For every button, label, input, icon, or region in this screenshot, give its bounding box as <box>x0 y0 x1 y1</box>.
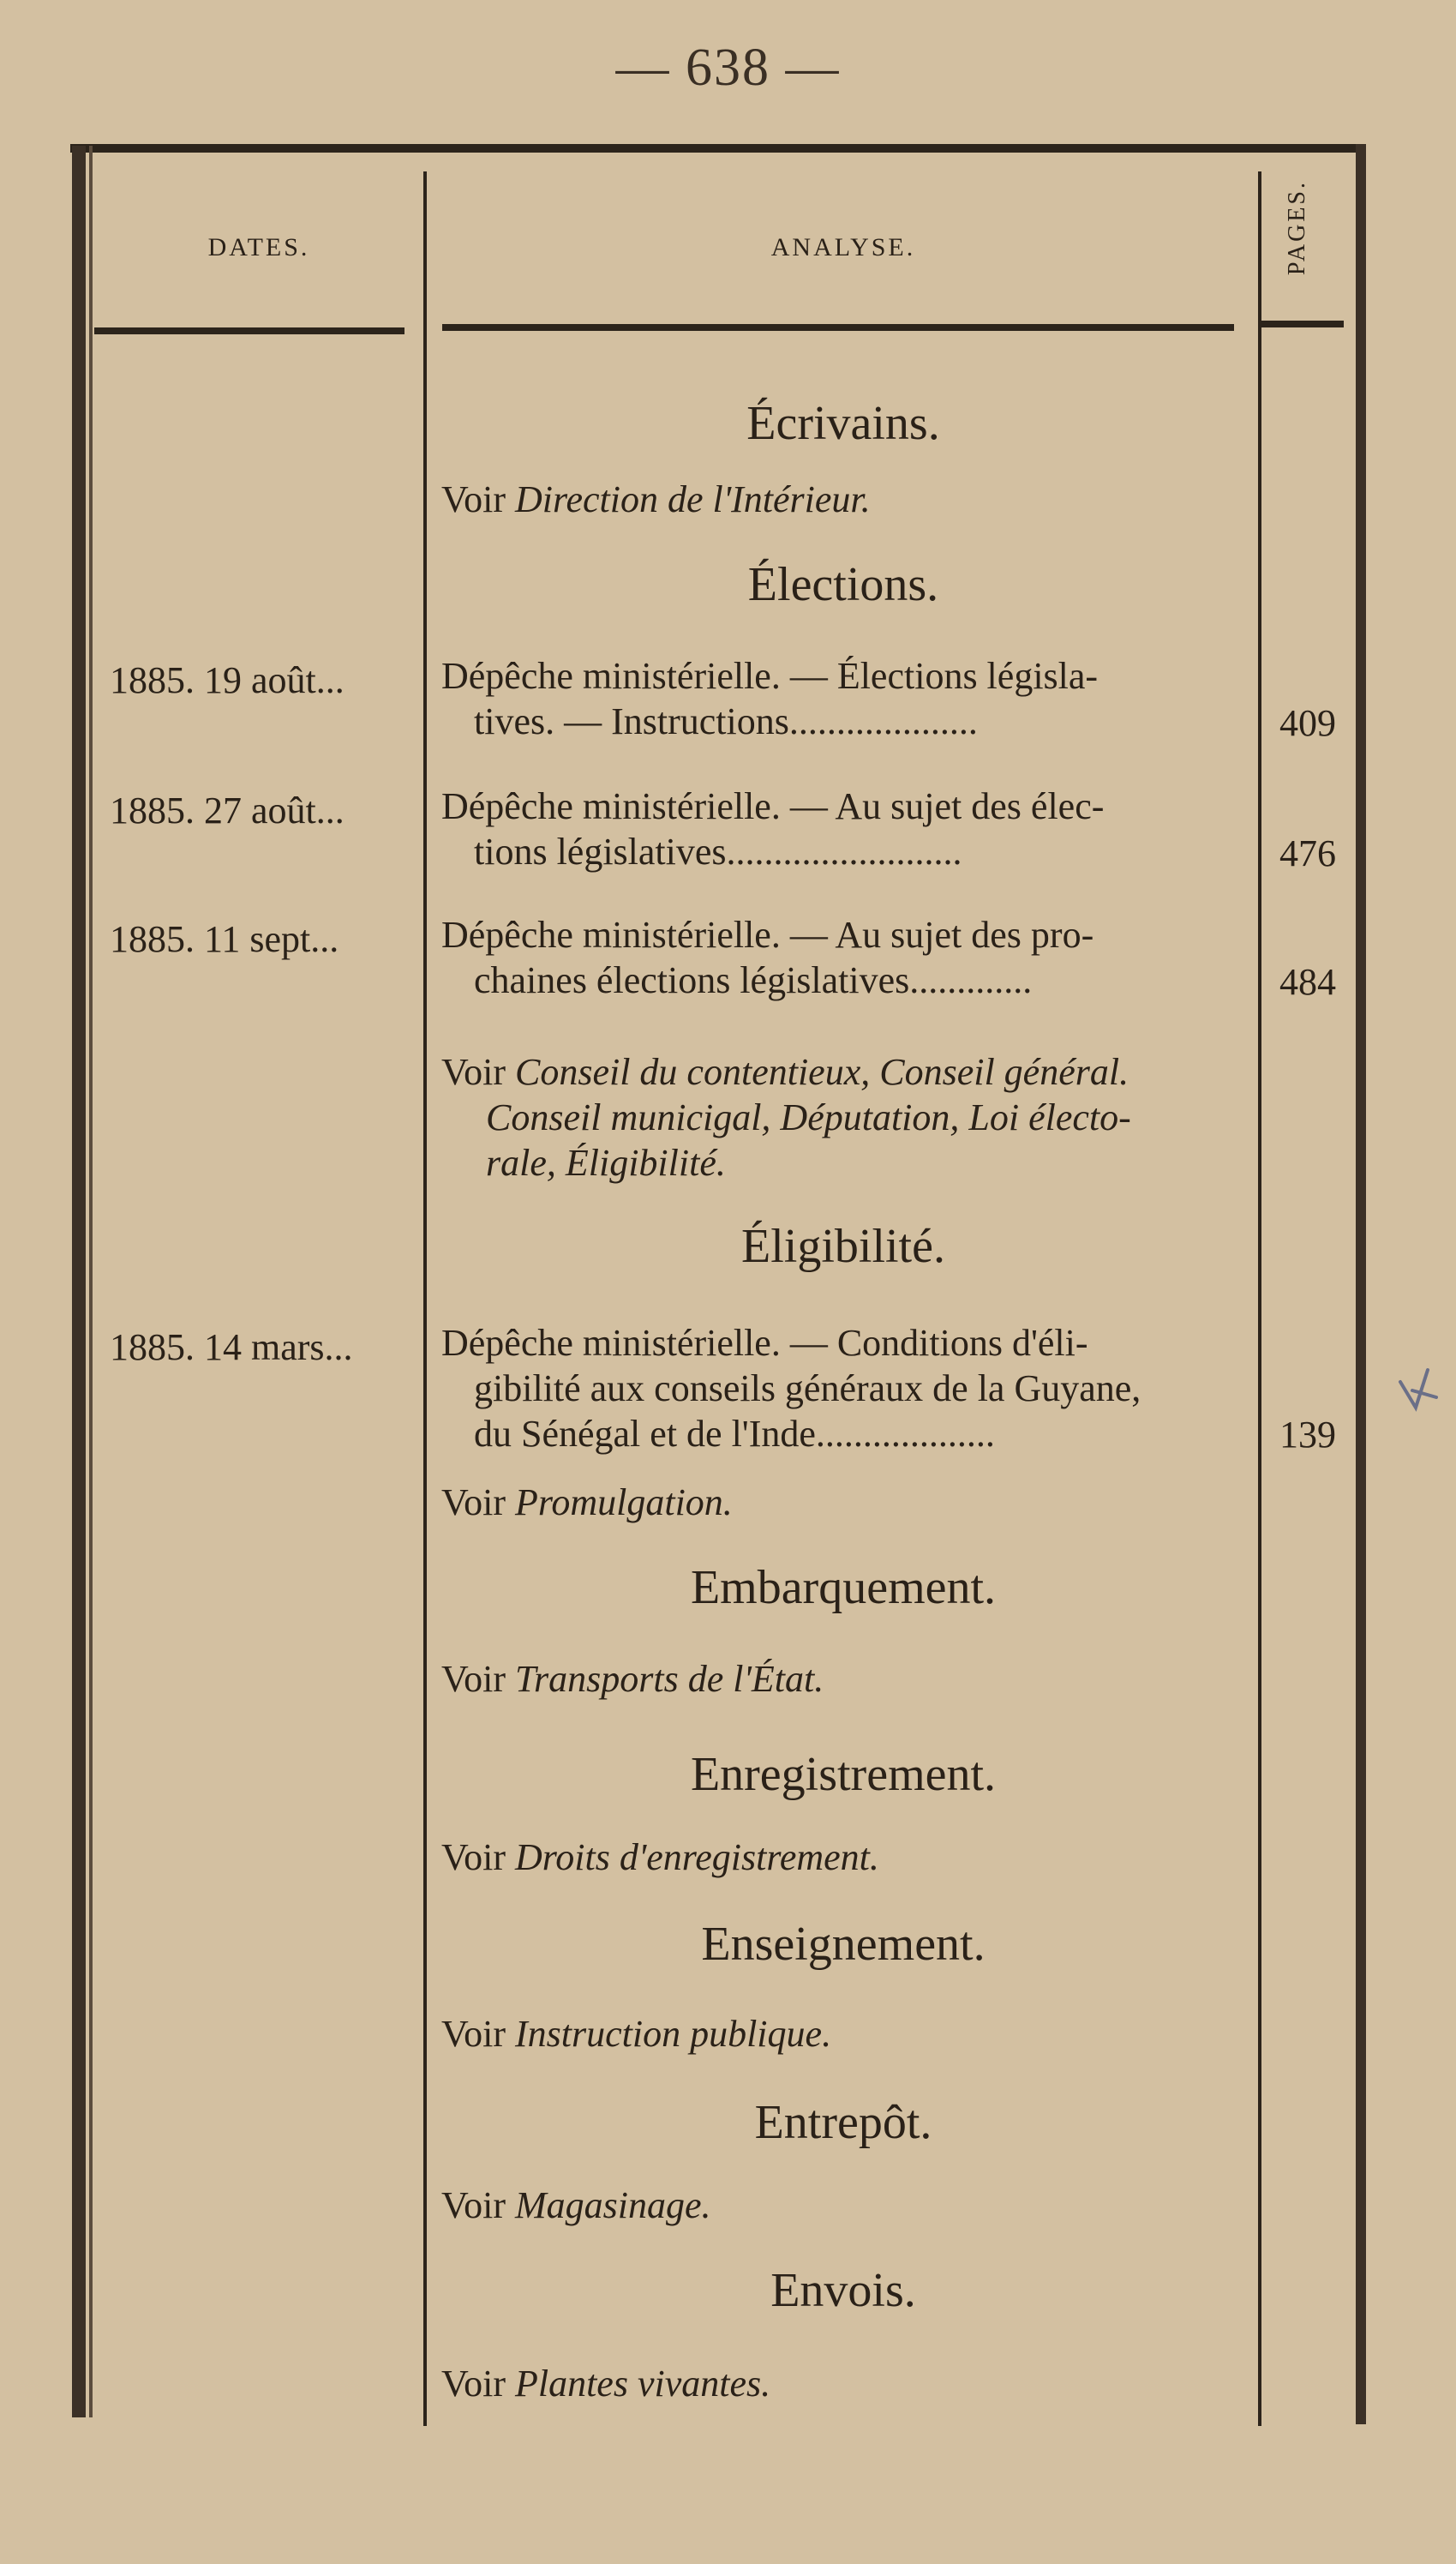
voir-enregistrement <box>441 1834 1247 1881</box>
entry-date: 1885. 19 août... <box>110 659 345 701</box>
voir-reference: Direction de l'Intérieur. <box>514 478 871 520</box>
voir-eligibilite <box>441 1480 1247 1526</box>
heading-embarquement: Embarquement. <box>690 1561 997 1614</box>
voir-prefix: Voir <box>441 478 506 520</box>
voir-prefix: Voir <box>441 1658 506 1700</box>
frame-left-rule <box>72 146 86 2417</box>
voir-reference: Promulgation. <box>514 1481 733 1523</box>
entry-page: 484 <box>1279 961 1336 1003</box>
voir-prefix: Voir <box>441 1051 506 1093</box>
frame-left-inner-rule <box>89 146 93 2417</box>
column-header-pages: PAGES. <box>1284 180 1310 276</box>
voir-prefix: Voir <box>441 2184 506 2226</box>
entry-line: chaines élections législatives............. <box>474 959 1033 1001</box>
entry-line: gibilité aux conseils généraux de la Guyane, <box>474 1367 1141 1409</box>
voir-ecrivains <box>441 477 1247 523</box>
voir-enseignement <box>441 2011 1247 2057</box>
frame-top-rule <box>70 144 1366 153</box>
entry-date: 1885. 11 sept... <box>110 918 339 960</box>
entry-text <box>441 784 1255 874</box>
heading-entrepot: Entrepôt. <box>754 2096 932 2149</box>
entry-text <box>441 912 1255 1003</box>
voir-reference: Instruction publique. <box>514 2013 832 2055</box>
voir-elections <box>441 1049 1255 1186</box>
entry-page: 476 <box>1279 832 1336 874</box>
heading-enregistrement: Enregistrement. <box>690 1748 997 1801</box>
entry-date: 1885. 27 août... <box>110 790 345 832</box>
entry-page: 139 <box>1279 1414 1336 1456</box>
pencil-check-mark-icon <box>1397 1365 1440 1433</box>
pages-column-separator <box>1258 171 1261 2426</box>
heading-ecrivains: Écrivains. <box>746 397 940 450</box>
voir-reference: Conseil du contentieux, Conseil général. <box>514 1051 1129 1093</box>
entry-line: Dépêche ministérielle. — Conditions d'éli- <box>441 1322 1088 1364</box>
entry-line: Dépêche ministérielle. — Élections législa- <box>441 655 1099 697</box>
voir-reference: Magasinage. <box>514 2184 711 2226</box>
header-rule-dates <box>94 327 404 334</box>
entry-text <box>441 653 1255 744</box>
voir-reference: Droits d'enregistrement. <box>514 1836 879 1878</box>
entry-text <box>441 1320 1255 1456</box>
page-number: — 638 — <box>615 39 841 97</box>
heading-eligibilite: Éligibilité. <box>741 1220 945 1273</box>
entry-line: tions législatives......................... <box>474 831 962 873</box>
header-rule-pages <box>1261 321 1344 327</box>
voir-reference: Transports de l'État. <box>514 1658 824 1700</box>
dates-column-separator <box>423 171 427 2426</box>
header-rule-analyse <box>442 324 1234 331</box>
entry-line: Dépêche ministérielle. — Au sujet des pro- <box>441 914 1094 956</box>
voir-reference: Conseil municigal, Députation, Loi électo- <box>486 1096 1131 1138</box>
entry-date: 1885. 14 mars... <box>110 1326 353 1368</box>
voir-prefix: Voir <box>441 2013 506 2055</box>
voir-envois <box>441 2361 1247 2407</box>
entry-line: du Sénégal et de l'Inde................... <box>474 1413 995 1455</box>
voir-prefix: Voir <box>441 1836 506 1878</box>
voir-reference: Plantes vivantes. <box>514 2363 771 2405</box>
heading-envois: Envois. <box>770 2264 916 2317</box>
entry-line: tives. — Instructions.................... <box>474 700 978 742</box>
heading-enseignement: Enseignement. <box>701 1918 986 1971</box>
voir-entrepot <box>441 2183 1247 2229</box>
column-header-analyse: ANALYSE. <box>770 233 916 261</box>
voir-prefix: Voir <box>441 1481 506 1523</box>
column-header-dates: DATES. <box>207 233 310 261</box>
voir-reference: rale, Éligibilité. <box>486 1142 726 1184</box>
voir-embarquement <box>441 1656 1247 1702</box>
heading-elections: Élections. <box>747 558 939 611</box>
entry-line: Dépêche ministérielle. — Au sujet des élec- <box>441 785 1105 827</box>
frame-right-rule <box>1356 144 1366 2424</box>
voir-prefix: Voir <box>441 2363 506 2405</box>
entry-page: 409 <box>1279 702 1336 744</box>
